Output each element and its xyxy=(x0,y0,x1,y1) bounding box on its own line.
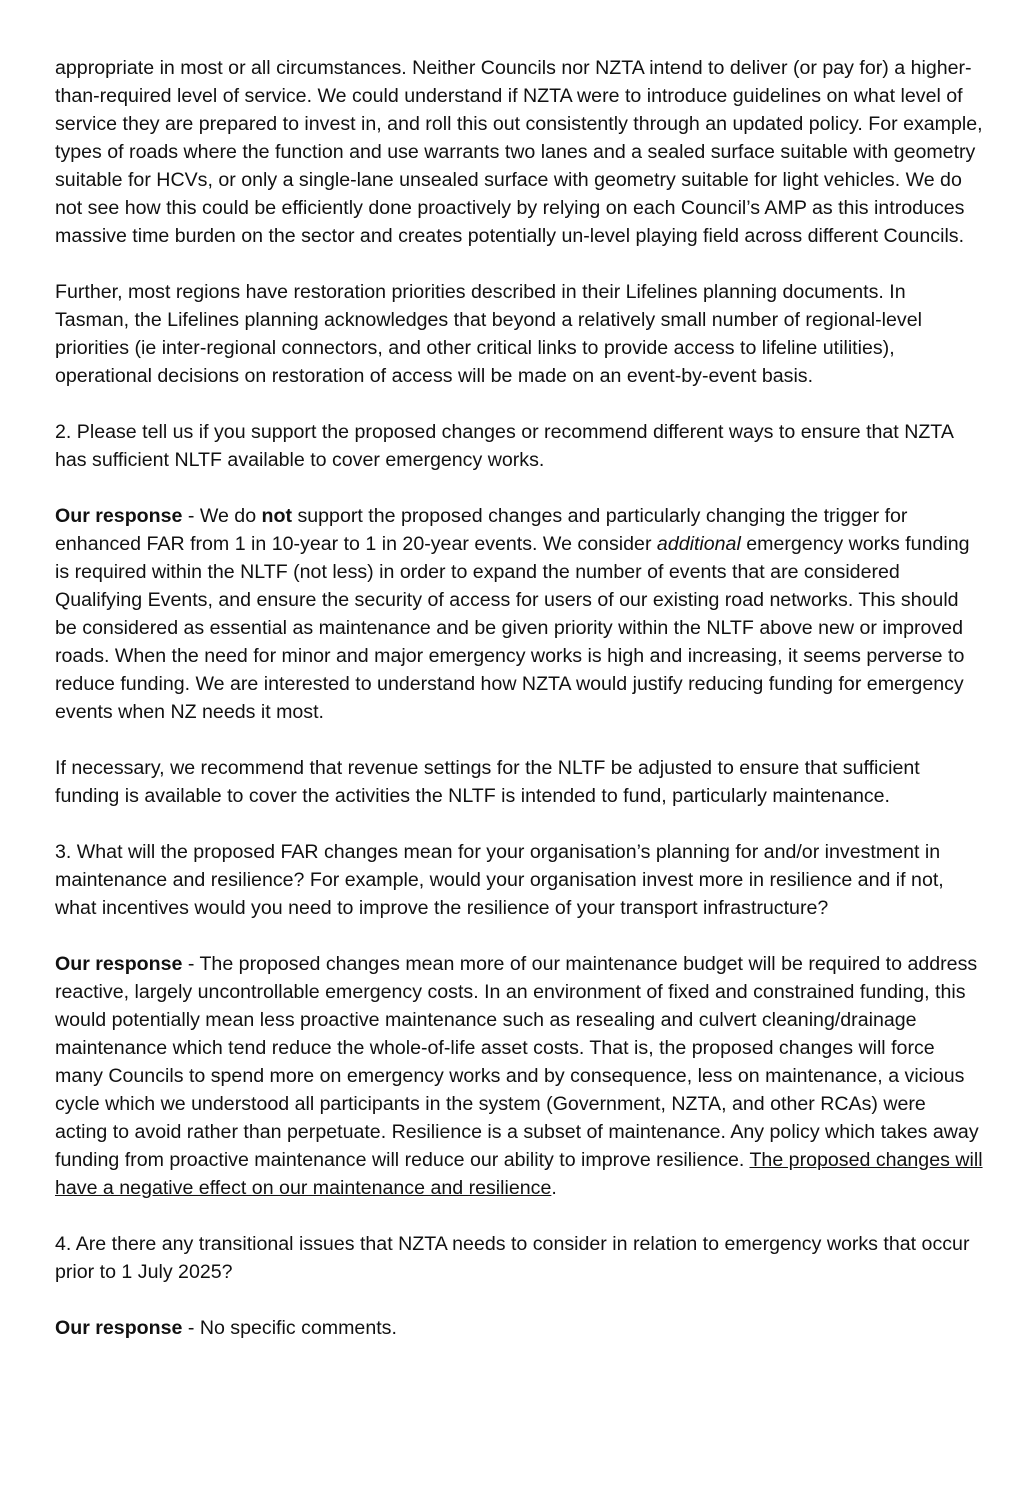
response-text: support the proposed changes and particularly changing the trigger for enhanced FAR from 1 in 10-year to 1 in 20-year events. We consider xyxy=(55,505,908,555)
question-3: 3. What will the proposed FAR changes mean for your organisation’s planning for and/or investment in maintenance and resilience? For example, would your organisation invest more in resilience and if not, what incentives would you need to improve the resilience of your transport infrastructure? xyxy=(55,841,944,919)
question-4: 4. Are there any transitional issues that NZTA needs to consider in relation to emergency works that occur prior to 1 July 2025? xyxy=(55,1233,970,1283)
response-label: Our response xyxy=(55,953,183,975)
response-text: - The proposed changes mean more of our maintenance budget will be required to address reactive, largely uncontrollable emergency costs. In an environment of fixed and constrained funding, this would potentially mean less proactive maintenance such as resealing and culvert cleaning/drainage maintenance which tend reduce the whole-of-life asset costs. That is, the proposed changes will force many Councils to spend more on emergency works and by consequence, less on maintenance, a vicious cycle which we understood all participants in the system (Government, NZTA, and other RCAs) were acting to avoid rather than perpetuate. Resilience is a subset of maintenance. Any policy which takes away funding from proactive maintenance will reduce our ability to improve resilience. xyxy=(55,953,979,1171)
question-2: 2. Please tell us if you support the proposed changes or recommend different ways to ensure that NZTA has sufficient NLTF available to cover emergency works. xyxy=(55,421,953,471)
response-label: Our response xyxy=(55,505,183,527)
response-text: - We do xyxy=(182,505,262,527)
response-text: - No specific comments. xyxy=(182,1317,397,1339)
emphasis-not: not xyxy=(261,505,293,527)
paragraph-revenue-settings: If necessary, we recommend that revenue settings for the NLTF be adjusted to ensure that sufficient funding is available to cover the activities the NLTF is intended to fund, particularly maintenance. xyxy=(55,757,920,807)
response-label: Our response xyxy=(55,1317,183,1339)
underlined-conclusion: The proposed changes will have a negative effect on our maintenance and resilience xyxy=(55,1149,983,1199)
response-3 xyxy=(55,950,983,1202)
document-page xyxy=(55,54,983,1342)
paragraph-level-of-service: appropriate in most or all circumstances. Neither Councils nor NZTA intend to deliver (or pay for) a higher-than-required level of service. We could understand if NZTA were to introduce guidelines on what level of service they are prepared to invest in, and roll this out consistently through an updated policy. For example, types of roads where the function and use warrants two lanes and a sealed surface suitable with geometry suitable for HCVs, or only a single-lane unsealed surface with geometry suitable for light vehicles. We do not see how this could be efficiently done proactively by relying on each Council’s AMP as this introduces massive time burden on the sector and creates potentially un-level playing field across different Councils. xyxy=(55,57,983,247)
response-4 xyxy=(55,1314,983,1342)
response-text: emergency works funding is required within the NLTF (not less) in order to expand the number of events that are considered Qualifying Events, and ensure the security of access for users of our existing road networks. This should be considered as essential as maintenance and be given priority within the NLTF above new or improved roads. When the need for minor and major emergency works is high and increasing, it seems perverse to reduce funding. We are interested to understand how NZTA would justify reducing funding for emergency events when NZ needs it most. xyxy=(55,533,970,723)
emphasis-additional: additional xyxy=(656,533,741,555)
paragraph-lifelines: Further, most regions have restoration priorities described in their Lifelines planning documents. In Tasman, the Lifelines planning acknowledges that beyond a relatively small number of regional-level priorities (ie inter-regional connectors, and other critical links to provide access to lifeline utilities), operational decisions on restoration of access will be made on an event-by-event basis. xyxy=(55,281,922,387)
response-2 xyxy=(55,502,983,726)
response-text: . xyxy=(551,1177,557,1199)
